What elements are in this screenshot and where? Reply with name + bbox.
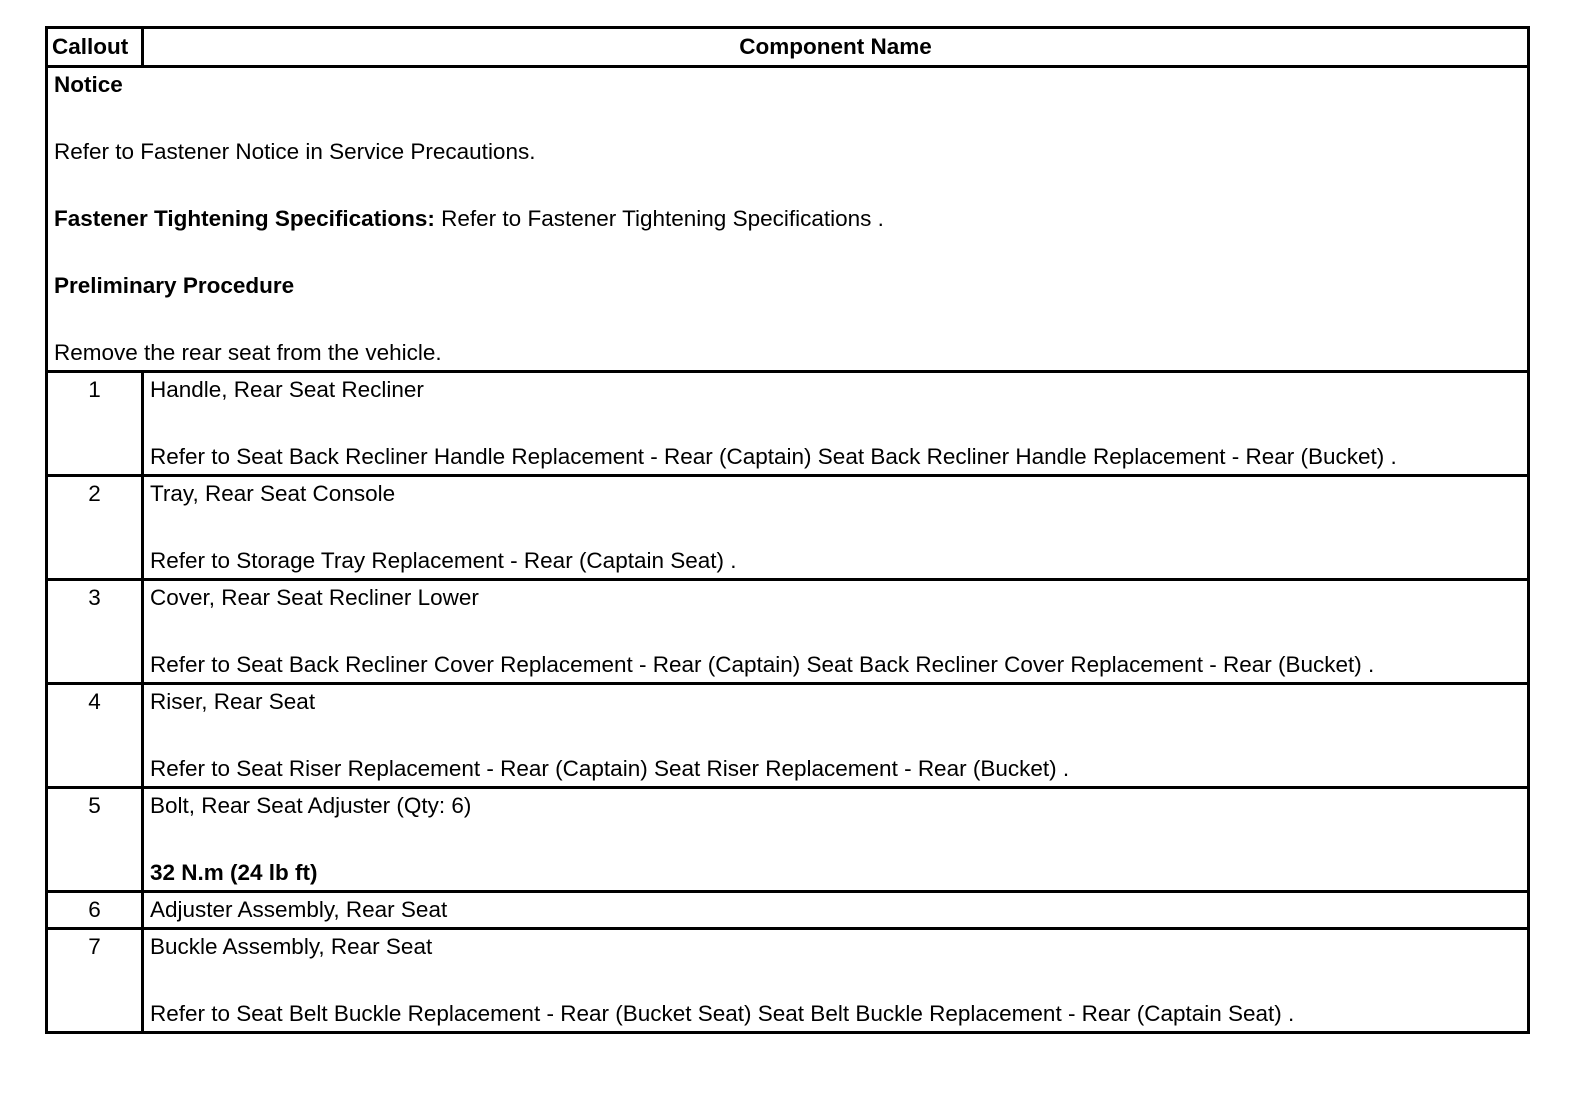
table-row: [47, 476, 1529, 580]
notice-text: Refer to Fastener Notice in Service Precautions.: [54, 139, 536, 164]
component-name: Handle, Rear Seat Recliner: [150, 377, 424, 402]
component-cell: [143, 684, 1529, 788]
component-name: Tray, Rear Seat Console: [150, 481, 396, 506]
callout-number: 6: [47, 892, 143, 929]
fastener-spec-line: [54, 202, 1521, 236]
table-header-row: [47, 28, 1529, 67]
callout-number: 2: [47, 476, 143, 580]
component-cell: [143, 580, 1529, 684]
callout-number: 1: [47, 372, 143, 476]
table-row: [47, 684, 1529, 788]
table-row: [47, 892, 1529, 929]
component-name: Riser, Rear Seat: [150, 689, 316, 714]
callout-number: 5: [47, 788, 143, 892]
callout-column-header: Callout: [47, 28, 143, 67]
notice-cell: [47, 67, 1529, 372]
component-detail: Refer to Seat Back Recliner Handle Replacement - Rear (Captain) Seat Back Recliner Handle Replacement - Rear (Bucket) .: [150, 444, 1397, 469]
callout-number: 4: [47, 684, 143, 788]
component-cell: [143, 476, 1529, 580]
table-row: [47, 788, 1529, 892]
callout-number: 3: [47, 580, 143, 684]
component-detail: Refer to Seat Belt Buckle Replacement - Rear (Bucket Seat) Seat Belt Buckle Replacement - Rear (Captain Seat) .: [150, 1001, 1295, 1026]
fastener-spec-label: Fastener Tightening Specifications:: [54, 206, 435, 231]
component-name: Adjuster Assembly, Rear Seat: [150, 897, 448, 922]
component-name: Bolt, Rear Seat Adjuster (Qty: 6): [150, 793, 472, 818]
component-cell: [143, 372, 1529, 476]
fastener-spec-text: Refer to Fastener Tightening Specifications .: [434, 206, 884, 231]
component-name: Cover, Rear Seat Recliner Lower: [150, 585, 479, 610]
component-detail: Refer to Storage Tray Replacement - Rear (Captain Seat) .: [150, 548, 737, 573]
component-name: Buckle Assembly, Rear Seat: [150, 934, 433, 959]
component-detail: Refer to Seat Riser Replacement - Rear (Captain) Seat Riser Replacement - Rear (Bucket) .: [150, 756, 1070, 781]
notice-title: Notice: [54, 72, 123, 97]
component-cell: [143, 892, 1529, 929]
component-cell: [143, 788, 1529, 892]
preliminary-procedure-text: Remove the rear seat from the vehicle.: [54, 340, 442, 365]
component-table: [45, 26, 1530, 1034]
table-row: [47, 580, 1529, 684]
component-cell: [143, 929, 1529, 1033]
component-detail: Refer to Seat Back Recliner Cover Replacement - Rear (Captain) Seat Back Recliner Cover Replacement - Rear (Bucket) .: [150, 652, 1375, 677]
component-name-column-header: Component Name: [143, 28, 1529, 67]
notice-row: [47, 67, 1529, 372]
table-row: [47, 929, 1529, 1033]
table-row: [47, 372, 1529, 476]
callout-number: 7: [47, 929, 143, 1033]
torque-spec: 32 N.m (24 lb ft): [150, 860, 318, 885]
preliminary-procedure-title: Preliminary Procedure: [54, 273, 295, 298]
